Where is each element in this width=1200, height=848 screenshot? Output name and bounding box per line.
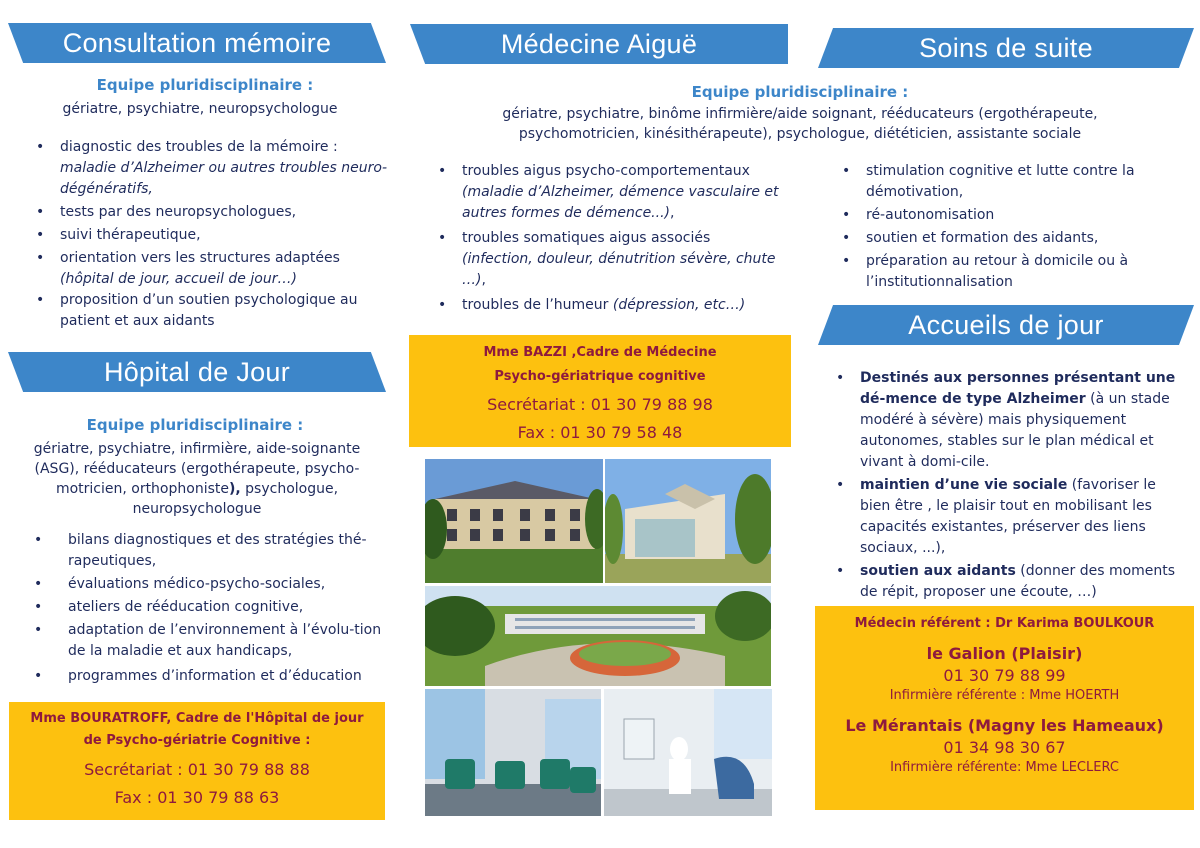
hopital-team-title: Equipe pluridisciplinaire : <box>86 416 304 434</box>
accueils-list <box>832 368 1182 605</box>
list-item: • Destinés aux personnes présentant une dé-mence de type Alzheimer (à un stade modéré à sévère) mais physiquement autonomes, stables sur le plan médical et vivant à domi-cile. <box>832 368 1182 473</box>
medecine-banner <box>410 24 788 64</box>
photo-building <box>425 459 603 583</box>
hopital-banner <box>8 352 386 392</box>
soins-title: Soins de suite <box>919 32 1093 63</box>
soins-list <box>838 161 1168 295</box>
accueils-site2: Le Mérantais (Magny les Hameaux) <box>845 716 1164 735</box>
list-item: • troubles somatiques aigus associés (infection, douleur, dénutrition sévère, chute …), <box>434 228 799 291</box>
accueils-nurse2: Infirmière référente: Mme LECLERC <box>890 760 1119 775</box>
hopital-contact-name2: de Psycho-gériatrie Cognitive : <box>83 733 311 748</box>
consultation-team-desc: gériatre, psychiatre, neuropsychologue <box>62 101 338 117</box>
list-item: • soutien aux aidants (donner des moments de répit, proposer une écoute, …) <box>832 561 1182 603</box>
consultation-team-title: Equipe pluridisciplinaire : <box>96 76 314 94</box>
list-item: • orientation vers les structures adaptées (hôpital de jour, accueil de jour…) <box>32 248 392 290</box>
list-item: • évaluations médico-psycho-sociales, <box>28 574 383 595</box>
list-item: • troubles de l’humeur (dépression, etc…) <box>434 295 799 316</box>
list-item: • bilans diagnostiques et des stratégies thé-rapeutiques, <box>28 530 383 572</box>
accueils-tel2: 01 34 98 30 67 <box>943 738 1066 757</box>
accueils-title: Accueils de jour <box>908 309 1104 340</box>
list-item: • soutien et formation des aidants, <box>838 228 1168 249</box>
list-item: • diagnostic des troubles de la mémoire : maladie d’Alzheimer ou autres troubles neuro-dégénératifs, <box>32 137 392 200</box>
accueils-banner <box>818 305 1194 345</box>
soins-banner <box>818 28 1194 68</box>
list-item: • maintien d’une vie sociale (favoriser le bien être , le plaisir tout en mobilisant les capacités existantes, préserver des liens sociaux, ...), <box>832 475 1182 559</box>
hopital-title: Hôpital de Jour <box>103 356 291 387</box>
hopital-fax: Fax : 01 30 79 88 63 <box>114 788 280 807</box>
list-item: • préparation au retour à domicile ou à l’institutionnalisation <box>838 251 1168 293</box>
accueils-tel1: 01 30 79 88 99 <box>943 666 1066 685</box>
list-item: • adaptation de l’environnement à l’évolu-tion de la maladie et aux handicaps, <box>28 620 383 662</box>
accueils-referent: Médecin référent : Dr Karima BOULKOUR <box>854 616 1155 631</box>
hopital-team-desc: gériatre, psychiatre, infirmière, aide-soignante (ASG), rééducateurs (ergothérapeute, psycho-motricien, orthophoniste), psychologue, neuropsychologue <box>33 441 361 517</box>
hopital-contact-box <box>9 702 385 820</box>
list-item: • suivi thérapeutique, <box>32 225 392 246</box>
photo-modern-wing <box>605 459 771 583</box>
medecine-fax: Fax : 01 30 79 58 48 <box>517 423 683 442</box>
list-item: • troubles aigus psycho-comportementaux (maladie d’Alzheimer, démence vasculaire et autres formes de démence...), <box>434 161 799 224</box>
list-item: • ré-autonomisation <box>838 205 1168 226</box>
list-item: • stimulation cognitive et lutte contre la démotivation, <box>838 161 1168 203</box>
list-item: • proposition d’un soutien psychologique au patient et aux aidants <box>32 290 392 332</box>
consultation-list <box>32 137 392 334</box>
photo-treatment-room <box>604 689 772 816</box>
list-item: • tests par des neuropsychologues, <box>32 202 392 223</box>
list-item: • ateliers de rééducation cognitive, <box>28 597 383 618</box>
photo-aerial-view <box>425 586 771 686</box>
medecine-secretariat: Secrétariat : 01 30 79 88 98 <box>487 395 713 414</box>
medecine-contact-name2: Psycho-gériatrique cognitive <box>494 369 706 384</box>
medecine-contact-name: Mme BAZZI ,Cadre de Médecine <box>483 345 717 360</box>
hopital-contact-name: Mme BOURATROFF, Cadre de l'Hôpital de jour <box>30 711 364 726</box>
hopital-list <box>28 530 383 689</box>
consultation-title: Consultation mémoire <box>62 27 332 58</box>
hopital-secretariat: Secrétariat : 01 30 79 88 88 <box>84 760 310 779</box>
list-item: • programmes d’information et d’éducation <box>28 666 383 687</box>
accueils-contact-box <box>815 606 1194 810</box>
medecine-contact-box <box>409 335 791 447</box>
medecine-team-desc: gériatre, psychiatre, binôme infirmière/aide soignant, rééducateurs (ergothérapeute, psychomotricien, kinésithérapeute), psychologue, diététicien, assistante sociale <box>502 106 1098 142</box>
medecine-title: Médecine Aiguë <box>500 28 698 59</box>
accueils-nurse1: Infirmière référente : Mme HOERTH <box>889 688 1120 703</box>
accueils-site1: le Galion (Plaisir) <box>926 644 1083 663</box>
consultation-banner <box>8 23 386 63</box>
medecine-team-title: Equipe pluridisciplinaire : <box>691 83 909 101</box>
photo-lounge <box>425 689 601 816</box>
medecine-list <box>434 161 799 318</box>
